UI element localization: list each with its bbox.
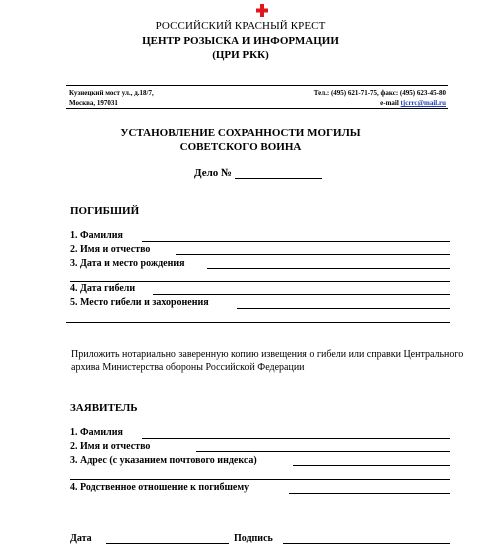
red-cross-icon-svg bbox=[256, 4, 268, 17]
applicant-name-label: 2. Имя и отчество bbox=[70, 441, 151, 452]
case-number-label: Дело № bbox=[194, 167, 233, 179]
document-title-line1: УСТАНОВЛЕНИЕ СОХРАННОСТИ МОГИЛЫ bbox=[120, 127, 361, 139]
deceased-name-label: 2. Имя и отчество bbox=[70, 244, 151, 255]
document-title-line2: СОВЕТСКОГО ВОИНА bbox=[179, 141, 302, 153]
death-date-label: 4. Дата гибели bbox=[70, 283, 136, 294]
deceased-name-field[interactable] bbox=[176, 254, 450, 255]
applicant-heading: ЗАЯВИТЕЛЬ bbox=[70, 402, 138, 414]
deceased-heading: ПОГИБШИЙ bbox=[70, 205, 140, 217]
deceased-surname-field[interactable] bbox=[142, 241, 450, 242]
address-strip bbox=[66, 85, 448, 109]
date-label: Дата bbox=[70, 533, 92, 544]
burial-place-field[interactable] bbox=[237, 308, 450, 309]
email-link[interactable]: tjcrrc@mail.ru bbox=[400, 99, 446, 107]
applicant-name-field[interactable] bbox=[196, 451, 450, 452]
burial-place-extra-line[interactable] bbox=[66, 322, 450, 323]
date-field[interactable] bbox=[106, 543, 229, 544]
postal-address bbox=[69, 88, 154, 108]
death-date-field[interactable] bbox=[153, 294, 450, 295]
signature-field[interactable] bbox=[283, 543, 450, 544]
relationship-label: 4. Родственное отношение к погибшему bbox=[70, 482, 250, 493]
relationship-field[interactable] bbox=[289, 493, 450, 494]
case-number-field[interactable] bbox=[235, 178, 322, 179]
applicant-address-extra-line[interactable] bbox=[70, 479, 450, 480]
applicant-surname-label: 1. Фамилия bbox=[70, 427, 123, 438]
deceased-birth-field[interactable] bbox=[207, 268, 450, 269]
burial-place-label: 5. Место гибели и захоронения bbox=[70, 297, 209, 308]
org-name: РОССИЙСКИЙ КРАСНЫЙ КРЕСТ bbox=[155, 20, 326, 32]
attachment-note: Приложить нотариально заверенную копию извещения о гибели или справки Центрального архива Министерства обороны Российской Федерации bbox=[71, 349, 464, 373]
city-address: Москва, 197031 bbox=[69, 99, 118, 107]
red-cross-icon bbox=[256, 4, 268, 17]
org-center-name: ЦЕНТР РОЗЫСКА И ИНФОРМАЦИИ bbox=[142, 35, 339, 47]
deceased-birth-label: 3. Дата и место рождения bbox=[70, 258, 185, 269]
street-address: Кузнецкий мост ул., д.18/7, bbox=[69, 89, 154, 97]
deceased-surname-label: 1. Фамилия bbox=[70, 230, 123, 241]
contact-info bbox=[314, 88, 446, 108]
applicant-address-field[interactable] bbox=[293, 465, 450, 466]
phone-fax: Тел.: (495) 621-71-75, факс: (495) 623-45-80 bbox=[313, 89, 446, 97]
email-line bbox=[314, 98, 446, 108]
email-label: e-mail bbox=[380, 99, 401, 107]
deceased-extra-line[interactable] bbox=[70, 281, 450, 282]
signature-label: Подпись bbox=[234, 533, 273, 544]
org-abbreviation: (ЦРИ РКК) bbox=[212, 49, 269, 61]
applicant-surname-field[interactable] bbox=[142, 438, 450, 439]
applicant-address-label: 3. Адрес (с указанием почтового индекса) bbox=[70, 455, 257, 466]
